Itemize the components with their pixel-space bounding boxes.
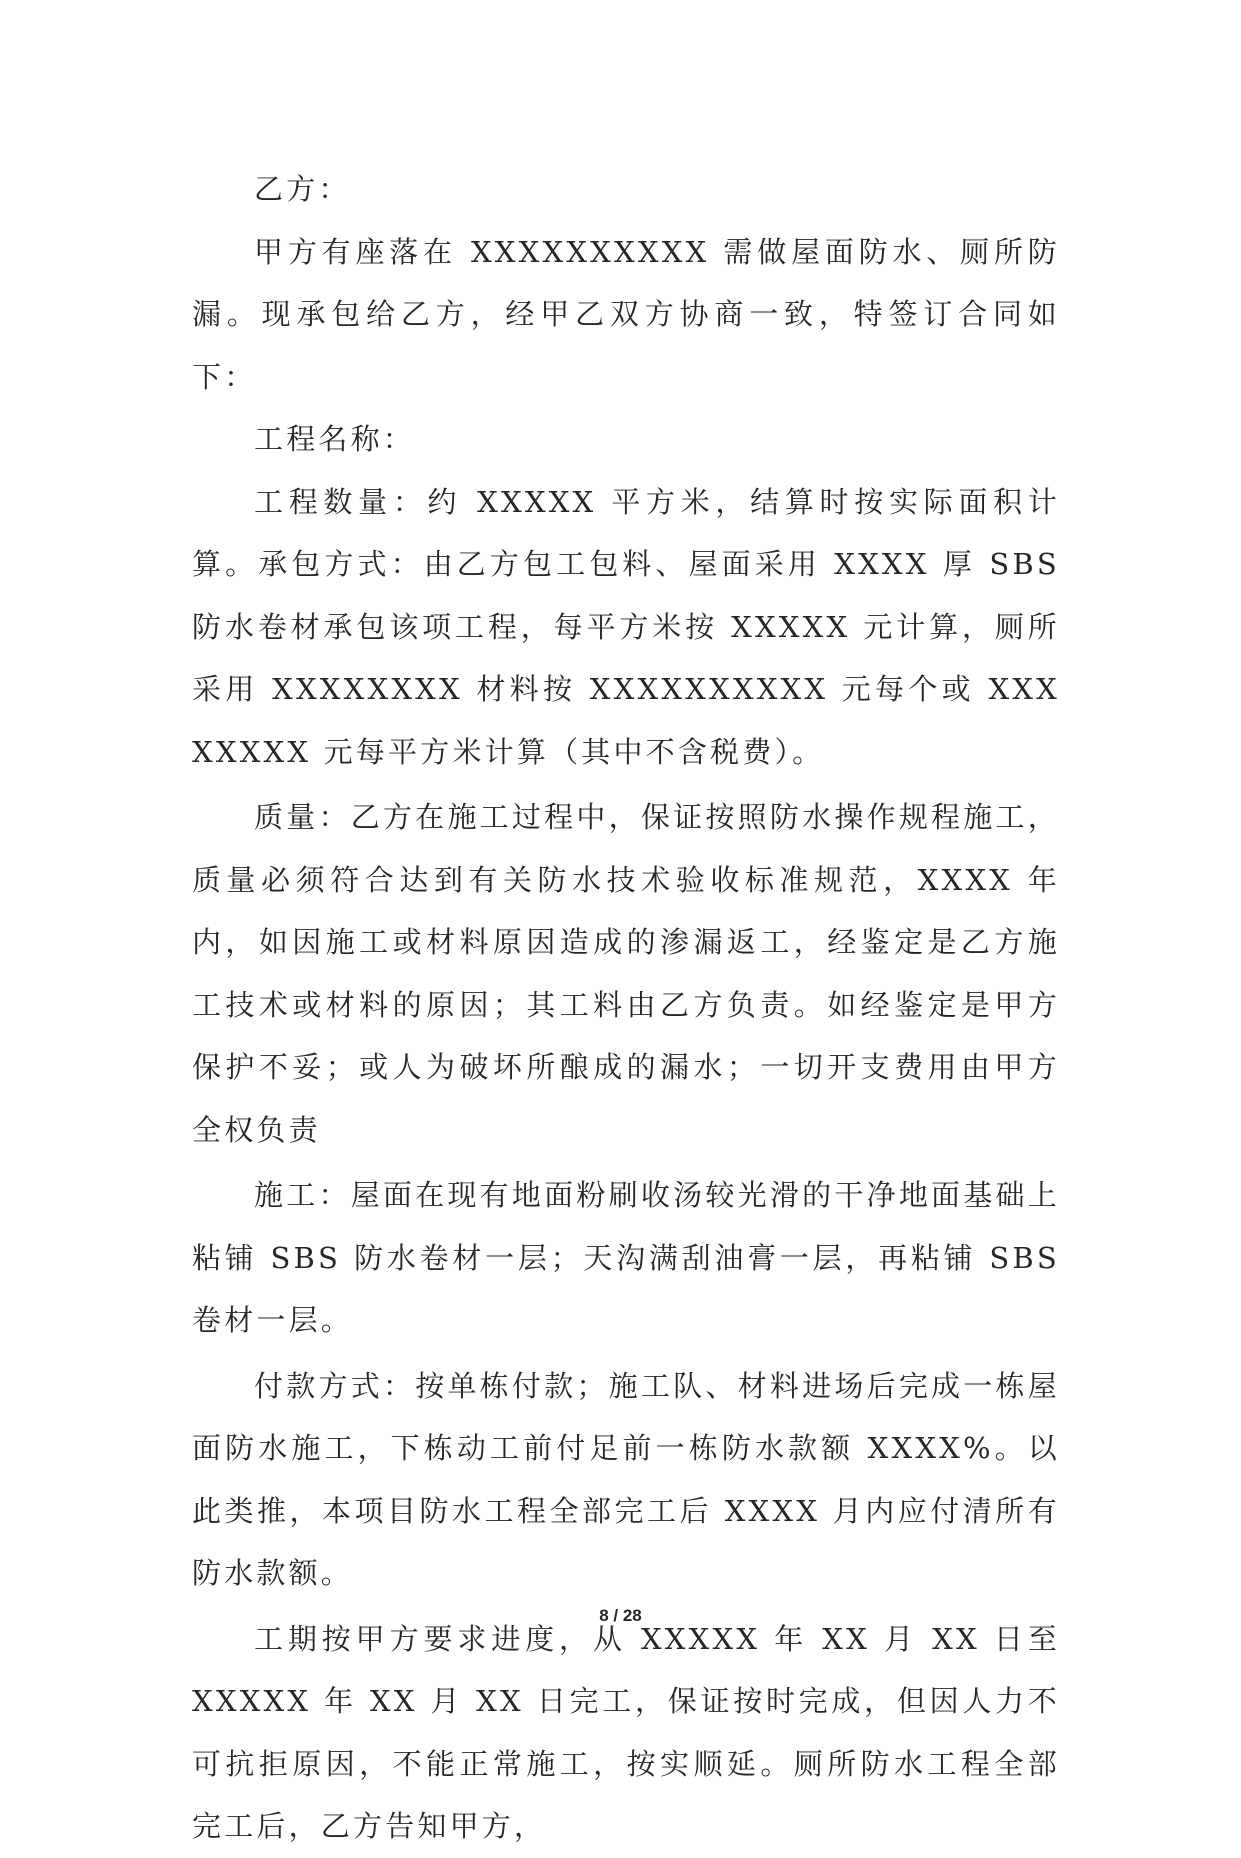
page-number: 8 / 28 bbox=[599, 1606, 642, 1625]
paragraph-project-name: 工程名称： bbox=[254, 422, 416, 456]
document-body bbox=[192, 158, 1060, 1858]
paragraph-payment: 付款方式：按单栋付款；施工队、材料进场后完成一栋屋面防水施工，下栋动工前付足前一栋防水款额 XXXX%。以此类推，本项目防水工程全部完工后 XXXX 月内应付清所有防水款额。 bbox=[192, 1368, 1060, 1590]
paragraph-quality: 质量：乙方在施工过程中，保证按照防水操作规程施工，质量必须符合达到有关防水技术验收标准规范，XXXX 年内，如因施工或材料原因造成的渗漏返工，经鉴定是乙方施工技术或材料的原因；其工料由乙方负责。如经鉴定是甲方保护不妥；或人为破坏所酿成的漏水；一切开支费用由甲方全权负责 bbox=[192, 800, 1060, 1147]
paragraph-party-b: 乙方： bbox=[254, 172, 351, 206]
paragraph-schedule: 工期按甲方要求进度，从 XXXXX 年 XX 月 XX 日至 XXXXX 年 XX 月 XX 日完工，保证按时完成，但因人力不可抗拒原因，不能正常施工，按实顺延。厕所防水工程全部完工后，乙方告知甲方， bbox=[192, 1621, 1060, 1843]
paragraph-intro: 甲方有座落在 XXXXXXXXXX 需做屋面防水、厕所防漏。现承包给乙方，经甲乙双方协商一致，特签订合同如下： bbox=[192, 234, 1060, 394]
paragraph-quantity: 工程数量：约 XXXXX 平方米，结算时按实际面积计算。承包方式：由乙方包工包料、屋面采用 XXXX 厚 SBS 防水卷材承包该项工程，每平方米按 XXXXX 元计算，厕所采用 XXXXXXXX 材料按 XXXXXXXXXX 元每个或 XXXXXXXX 元每平方米计算（其中不含税费）。 bbox=[192, 484, 1060, 769]
paragraph-construction: 施工：屋面在现有地面粉刷收汤较光滑的干净地面基础上粘铺 SBS 防水卷材一层；天沟满刮油膏一层，再粘铺 SBS 卷材一层。 bbox=[192, 1178, 1060, 1337]
